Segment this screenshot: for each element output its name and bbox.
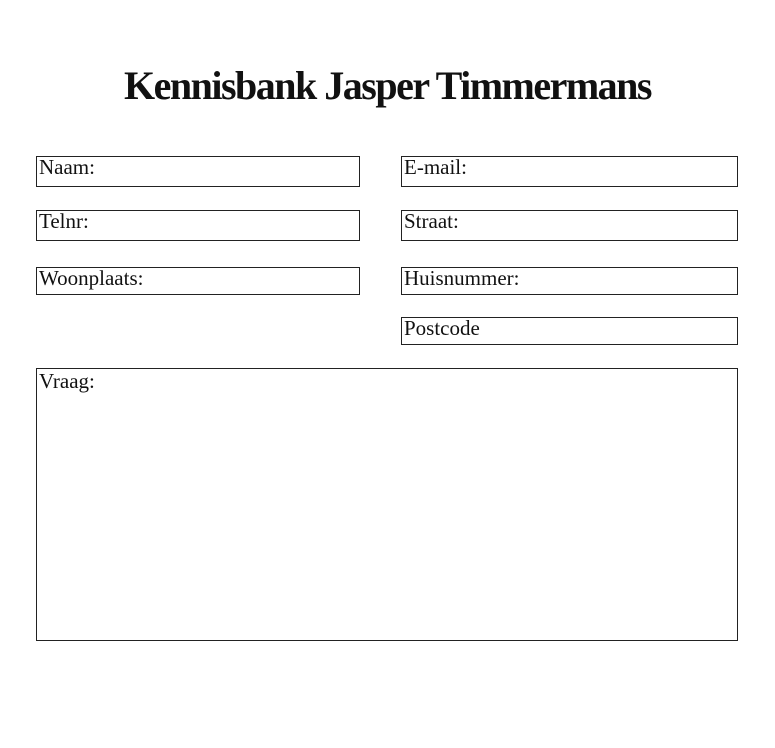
phone-field-label: Telnr: [39, 210, 89, 233]
house-number-field-label: Huisnummer: [404, 267, 520, 290]
house-number-field[interactable] [401, 267, 738, 295]
page-title: Kennisbank Jasper Timmermans [123, 63, 651, 108]
email-field[interactable] [401, 156, 738, 187]
postcode-field-label: Postcode [404, 317, 480, 340]
question-textarea[interactable] [36, 368, 738, 641]
email-field-label: E-mail: [404, 156, 467, 179]
postcode-field[interactable] [401, 317, 738, 345]
name-field[interactable] [36, 156, 360, 187]
city-field-label: Woonplaats: [39, 267, 144, 290]
name-field-label: Naam: [39, 156, 95, 179]
street-field-label: Straat: [404, 210, 459, 233]
question-textarea-label: Vraag: [39, 369, 95, 393]
phone-field[interactable] [36, 210, 360, 241]
street-field[interactable] [401, 210, 738, 241]
city-field[interactable] [36, 267, 360, 295]
